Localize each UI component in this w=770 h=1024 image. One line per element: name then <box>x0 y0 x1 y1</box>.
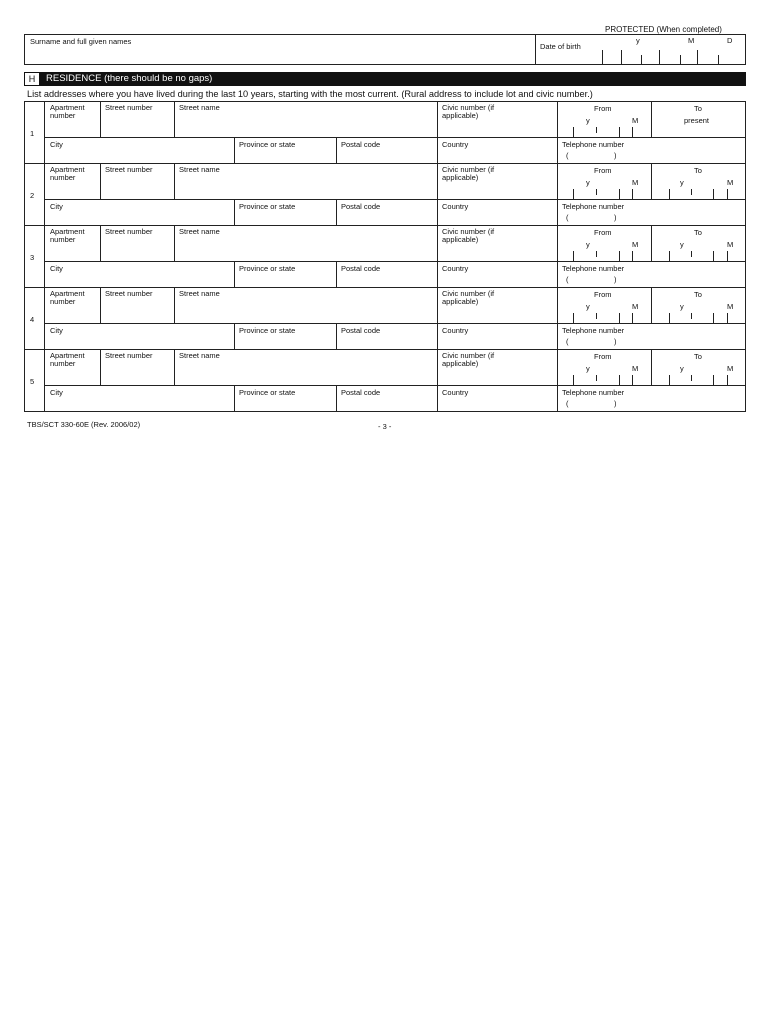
cell-divider <box>557 199 558 225</box>
cell-divider <box>44 349 45 385</box>
to-date-field[interactable] <box>713 313 714 323</box>
phone-area-open: ( <box>566 213 569 222</box>
cell-divider <box>557 225 558 261</box>
from-month-label: M <box>632 302 639 311</box>
to-date-field[interactable] <box>713 251 714 261</box>
street-number-label: Street number <box>105 289 153 298</box>
from-date-field[interactable] <box>619 313 620 323</box>
phone-area-close: ) <box>614 399 617 408</box>
cell-divider <box>437 225 438 261</box>
apartment-label: Apartment number <box>50 103 85 120</box>
phone-area-close: ) <box>614 337 617 346</box>
from-date-field[interactable] <box>632 375 633 385</box>
cell-divider <box>557 137 558 163</box>
from-year-label: y <box>586 364 590 373</box>
dob-tick <box>641 55 642 64</box>
cell-divider <box>44 137 45 163</box>
province-label: Province or state <box>239 140 296 149</box>
from-date-field[interactable] <box>632 251 633 261</box>
cell-divider <box>44 225 45 261</box>
from-date-field[interactable] <box>573 189 574 199</box>
from-date-field[interactable] <box>619 127 620 137</box>
cell-divider <box>336 323 337 349</box>
phone-area-close: ) <box>614 275 617 284</box>
to-present-label: present <box>684 116 710 125</box>
page-number: - 3 - <box>378 422 392 431</box>
civic-number-label: Civic number (if applicable) <box>442 289 495 306</box>
to-date-field[interactable] <box>713 189 714 199</box>
phone-area-open: ( <box>566 275 569 284</box>
cell-divider <box>437 137 438 163</box>
cell-divider <box>557 163 558 199</box>
dob-tick <box>718 55 719 64</box>
city-label: City <box>50 202 63 211</box>
cell-divider <box>174 101 175 137</box>
cell-divider <box>44 261 45 287</box>
row-number: 4 <box>30 315 35 324</box>
province-label: Province or state <box>239 202 296 211</box>
cell-divider <box>336 385 337 411</box>
telephone-label: Telephone number <box>562 326 625 335</box>
section-title: RESIDENCE (there should be no gaps) <box>46 73 213 84</box>
cell-divider <box>234 137 235 163</box>
to-label: To <box>694 166 702 175</box>
from-month-label: M <box>632 178 639 187</box>
postal-code-label: Postal code <box>341 140 381 149</box>
province-label: Province or state <box>239 264 296 273</box>
civic-number-label: Civic number (if applicable) <box>442 227 495 244</box>
dob-tick <box>659 50 660 64</box>
to-date-field[interactable] <box>669 313 670 323</box>
street-number-label: Street number <box>105 103 153 112</box>
cell-divider <box>174 163 175 199</box>
from-date-field[interactable] <box>573 313 574 323</box>
street-name-label: Street name <box>179 351 220 360</box>
from-month-label: M <box>632 364 639 373</box>
apartment-label: Apartment number <box>50 165 85 182</box>
cell-divider <box>100 101 101 137</box>
to-date-field[interactable] <box>691 375 692 381</box>
from-year-label: y <box>586 240 590 249</box>
apartment-label: Apartment number <box>50 351 85 368</box>
to-month-label: M <box>727 364 734 373</box>
cell-divider <box>234 261 235 287</box>
from-year-label: y <box>586 116 590 125</box>
from-date-field[interactable] <box>596 251 597 257</box>
dob-label: Date of birth <box>540 42 581 51</box>
cell-divider <box>651 287 652 323</box>
to-label: To <box>694 352 702 361</box>
row-midline <box>44 137 746 138</box>
cell-divider <box>651 163 652 199</box>
city-label: City <box>50 326 63 335</box>
to-date-field[interactable] <box>691 251 692 257</box>
street-name-label: Street name <box>179 227 220 236</box>
city-label: City <box>50 388 63 397</box>
cell-divider <box>234 385 235 411</box>
city-label: City <box>50 140 63 149</box>
dob-month-label: M <box>688 36 695 45</box>
from-label: From <box>594 290 612 299</box>
row-number: 1 <box>30 129 35 138</box>
province-label: Province or state <box>239 388 296 397</box>
phone-area-open: ( <box>566 399 569 408</box>
from-label: From <box>594 228 612 237</box>
row-number: 3 <box>30 253 35 262</box>
to-label: To <box>694 104 702 113</box>
telephone-label: Telephone number <box>562 202 625 211</box>
apartment-label: Apartment number <box>50 227 85 244</box>
cell-divider <box>437 349 438 385</box>
dob-tick <box>621 50 622 64</box>
to-date-field[interactable] <box>727 313 728 323</box>
from-label: From <box>594 352 612 361</box>
country-label: Country <box>442 202 469 211</box>
cell-divider <box>44 323 45 349</box>
street-name-label: Street name <box>179 103 220 112</box>
to-date-field[interactable] <box>727 189 728 199</box>
cell-divider <box>437 261 438 287</box>
country-label: Country <box>442 140 469 149</box>
from-year-label: y <box>586 178 590 187</box>
row-separator <box>24 225 746 226</box>
to-date-field[interactable] <box>669 375 670 385</box>
cell-divider <box>557 101 558 137</box>
from-date-field[interactable] <box>632 189 633 199</box>
phone-area-close: ) <box>614 151 617 160</box>
from-month-label: M <box>632 116 639 125</box>
cell-divider <box>44 287 45 323</box>
cell-divider <box>44 385 45 411</box>
cell-divider <box>336 261 337 287</box>
to-month-label: M <box>727 302 734 311</box>
section-letter: H <box>24 72 40 86</box>
to-label: To <box>694 228 702 237</box>
from-date-field[interactable] <box>619 251 620 261</box>
from-date-field[interactable] <box>596 313 597 319</box>
telephone-label: Telephone number <box>562 264 625 273</box>
row-midline <box>44 261 746 262</box>
cell-divider <box>174 287 175 323</box>
cell-divider <box>234 199 235 225</box>
cell-divider <box>234 323 235 349</box>
to-year-label: y <box>680 364 684 373</box>
street-name-label: Street name <box>179 289 220 298</box>
cell-divider <box>437 199 438 225</box>
dob-tick <box>697 50 698 64</box>
to-year-label: y <box>680 302 684 311</box>
civic-number-label: Civic number (if applicable) <box>442 103 495 120</box>
to-date-field[interactable] <box>713 375 714 385</box>
protected-notice: PROTECTED (When completed) <box>605 25 722 34</box>
dob-tick <box>680 55 681 64</box>
from-date-field[interactable] <box>596 127 597 133</box>
row-separator <box>24 349 746 350</box>
from-date-field[interactable] <box>573 127 574 137</box>
civic-number-label: Civic number (if applicable) <box>442 351 495 368</box>
street-number-label: Street number <box>105 351 153 360</box>
cell-divider <box>336 137 337 163</box>
cell-divider <box>557 287 558 323</box>
row-midline <box>44 385 746 386</box>
header-divider <box>535 34 536 65</box>
surname-label: Surname and full given names <box>30 37 132 46</box>
cell-divider <box>437 101 438 137</box>
country-label: Country <box>442 264 469 273</box>
row-separator <box>24 163 746 164</box>
civic-number-label: Civic number (if applicable) <box>442 165 495 182</box>
cell-divider <box>651 225 652 261</box>
row-number: 2 <box>30 191 35 200</box>
cell-divider <box>437 323 438 349</box>
telephone-label: Telephone number <box>562 388 625 397</box>
cell-divider <box>100 225 101 261</box>
cell-divider <box>100 287 101 323</box>
to-date-field[interactable] <box>727 251 728 261</box>
cell-divider <box>651 101 652 137</box>
row-separator <box>24 287 746 288</box>
cell-divider <box>44 199 45 225</box>
cell-divider <box>651 349 652 385</box>
cell-divider <box>100 163 101 199</box>
phone-area-open: ( <box>566 337 569 346</box>
country-label: Country <box>442 326 469 335</box>
postal-code-label: Postal code <box>341 388 381 397</box>
from-date-field[interactable] <box>619 189 620 199</box>
to-date-field[interactable] <box>669 189 670 199</box>
cell-divider <box>174 349 175 385</box>
from-label: From <box>594 166 612 175</box>
province-label: Province or state <box>239 326 296 335</box>
dob-year-label: y <box>636 36 640 45</box>
from-date-field[interactable] <box>632 313 633 323</box>
postal-code-label: Postal code <box>341 264 381 273</box>
cell-divider <box>336 199 337 225</box>
cell-divider <box>437 385 438 411</box>
from-label: From <box>594 104 612 113</box>
cell-divider <box>174 225 175 261</box>
to-year-label: y <box>680 240 684 249</box>
to-date-field[interactable] <box>691 313 692 319</box>
cell-divider <box>557 385 558 411</box>
telephone-label: Telephone number <box>562 140 625 149</box>
phone-area-close: ) <box>614 213 617 222</box>
form-id: TBS/SCT 330-60E (Rev. 2006/02) <box>27 420 141 429</box>
to-month-label: M <box>727 178 734 187</box>
to-month-label: M <box>727 240 734 249</box>
cell-divider <box>437 287 438 323</box>
cell-divider <box>44 101 45 137</box>
to-date-field[interactable] <box>691 189 692 195</box>
cell-divider <box>557 261 558 287</box>
section-instruction: List addresses where you have lived during the last 10 years, starting with the most current. (Rural address to include lot and civic number.) <box>27 89 593 99</box>
postal-code-label: Postal code <box>341 202 381 211</box>
from-date-field[interactable] <box>619 375 620 385</box>
phone-area-open: ( <box>566 151 569 160</box>
to-label: To <box>694 290 702 299</box>
cell-divider <box>557 323 558 349</box>
row-number: 5 <box>30 377 35 386</box>
from-date-field[interactable] <box>573 375 574 385</box>
street-number-label: Street number <box>105 165 153 174</box>
cell-divider <box>100 349 101 385</box>
apartment-label: Apartment number <box>50 289 85 306</box>
from-date-field[interactable] <box>632 127 633 137</box>
to-date-field[interactable] <box>669 251 670 261</box>
from-year-label: y <box>586 302 590 311</box>
cell-divider <box>437 163 438 199</box>
to-date-field[interactable] <box>727 375 728 385</box>
street-number-label: Street number <box>105 227 153 236</box>
dob-day-label: D <box>727 36 733 45</box>
row-midline <box>44 323 746 324</box>
from-date-field[interactable] <box>596 375 597 381</box>
from-month-label: M <box>632 240 639 249</box>
cell-divider <box>557 349 558 385</box>
dob-tick <box>602 50 603 64</box>
row-midline <box>44 199 746 200</box>
postal-code-label: Postal code <box>341 326 381 335</box>
from-date-field[interactable] <box>573 251 574 261</box>
street-name-label: Street name <box>179 165 220 174</box>
from-date-field[interactable] <box>596 189 597 195</box>
cell-divider <box>44 163 45 199</box>
to-year-label: y <box>680 178 684 187</box>
city-label: City <box>50 264 63 273</box>
country-label: Country <box>442 388 469 397</box>
